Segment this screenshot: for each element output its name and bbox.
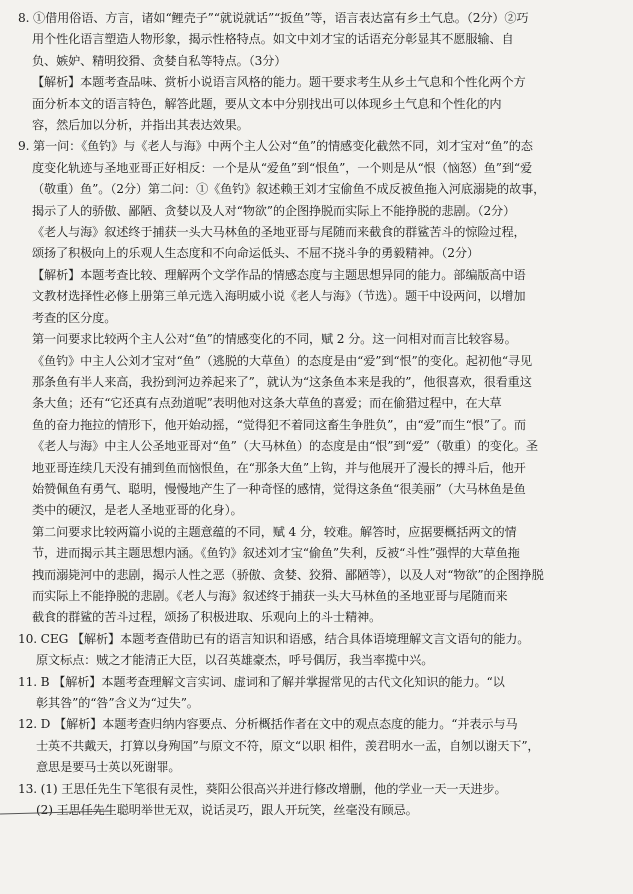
analysis-line: 容，然后加以分析，并指出其表达效果。 [32,118,249,133]
text-line: 13. (1) 王思任先生下笔很有灵性，葵阳公很高兴并进行修改增删，他的学业一天一天进步。 [18,781,507,796]
analysis-line: 那条鱼有半人来高，我扮到河边养起来了”，就认为“这条鱼本来是我的”，他很喜欢，很看重这 [32,374,532,389]
text-line: 意思是要马士英以死谢罪。 [36,760,181,775]
text-line: 揭示了人的骄傲、鄙陋、贪婪以及人对“物欲”的企图挣脱而实际上不能挣脱的悲剧。（2分） [32,203,516,218]
text-line: 度变化轨迹与圣地亚哥正好相反：一个是从“爱鱼”到“恨鱼”，一个则是从“恨（恼怒）鱼”到“爱 [32,160,532,175]
analysis-line: 类中的硬汉，是老人圣地亚哥的化身）。 [32,503,243,518]
answer-13 [18,779,619,822]
answer-8 [18,8,619,136]
text-line: 用个性化语言塑造人物形象，揭示性格特点。如文中刘才宝的话语充分彰显其不愿服输、自 [32,32,514,47]
answer-9 [18,136,619,628]
analysis-line: 【解析】本题考查品味、赏析小说语言风格的能力。题干要求考生从乡土气息和个性化两个方 [32,75,526,90]
analysis-line: 面分析本文的语言特色，解答此题，要从文本中分别找出可以体现乡土气息和个性化的内 [32,96,502,111]
text-line: 士英不共戴天，打算以身殉国”与原文不符，原文“以职 相件，羡君明水一盂，自刎以谢天下”， [36,738,540,753]
text-line: 11. B 【解析】本题考查理解文言实词、虚词和了解并掌握常见的古代文化知识的能力。“以 [18,674,505,689]
analysis-line: 【解析】本题考查比较、理解两个文学作品的情感态度与主题思想异同的能力。部编版高中语 [32,267,526,282]
analysis-line: 第二问要求比较两篇小说的主题意蕴的不同，赋 4 分，较难。解答时，应据要概括两文的情 [32,524,517,539]
analysis-line: 拽而溺毙河中的悲剧，揭示人性之恶（骄傲、贪婪、狡猾、鄙陋等），以及人对“物欲”的企图挣脱 [32,567,544,582]
text-line: 9. 第一问：《鱼钓》与《老人与海》中两个主人公对“鱼”的情感变化截然不同，刘才宝对“鱼”的态 [18,139,533,154]
answer-12 [18,714,619,778]
analysis-line: 《鱼钓》中主人公刘才宝对“鱼”（逃脱的大草鱼）的态度是由“爱”到“恨”的变化。起初他“寻见 [32,353,532,368]
text-line: 原文标点：贼之才能清正大臣，以召英雄豪杰，呼号偶厉，我当率揽中兴。 [36,653,434,668]
analysis-line: 始赞佩鱼有勇气、聪明，慢慢地产生了一种奇怪的感情，觉得这条鱼“很美丽”（大马林鱼是鱼 [32,481,526,496]
answer-10 [18,629,619,672]
analysis-line: 第一问要求比较两个主人公对“鱼”的情感变化的不同，赋 2 分。这一问相对而言比较容易。 [32,332,517,347]
analysis-line: 地亚哥连续几天没有捕到鱼而恼恨鱼，在“那条大鱼”上钩，并与他展开了漫长的搏斗后，他开 [32,460,526,475]
text-line: (2) 王思任先生聪明举世无双，说话灵巧，跟人开玩笑，丝毫没有顾忌。 [36,803,418,818]
text-line: 10. CEG 【解析】本题考查借助已有的语言知识和语感，结合具体语境理解文言文语句的能力。 [18,631,530,646]
text-line: 《老人与海》叙述终于捕获一头大马林鱼的圣地亚哥与尾随而来截食的群鲨苦斗的惊险过程， [32,225,526,240]
analysis-line: 条大鱼；还有“它还真有点劲道呢”表明他对这条大草鱼的喜爱；而在偷猎过程中，在大草 [32,396,502,411]
text-line: （敬重）鱼”。（2分）第二问：①《鱼钓》叙述赖王刘才宝偷鱼不成反被鱼拖入河底溺毙的故事， [32,182,546,197]
text-line: 彰其咎”的“咎”含义为“过失”。 [36,696,199,710]
text-line: 负、嫉妒、精明狡猾、贪婪自私等特点。（3分） [32,53,287,68]
analysis-line: 而实际上不能挣脱的悲剧。《老人与海》叙述终于捕获一头大马林鱼的圣地亚哥与尾随而来 [32,588,508,603]
analysis-line: 考查的区分度。 [32,310,117,325]
text-line: 8. ①借用俗语、方言，诸如“鲤壳子”“就说就话”“扳鱼”等，语言表达富有乡土气息。（2分）②巧 [18,11,529,25]
analysis-line: 节，进而揭示其主题思想内涵。《鱼钓》叙述刘才宝“偷鱼”失利，反被“斗性”强悍的大草鱼拖 [32,546,520,561]
analysis-line: 《老人与海》中主人公圣地亚哥对“鱼”（大马林鱼）的态度是由“恨”到“爱”（敬重）的变化。圣 [32,439,538,454]
analysis-line: 截食的群鲨的苦斗过程，颂扬了积极进取、乐观向上的斗士精神。 [32,610,382,625]
analysis-line: 鱼的奋力拖拉的情形下，他开始动摇，“觉得犯不着同这畜生争胜负”，由“爱”而生“恨”了。而 [32,417,526,432]
text-line: 12. D 【解析】本题考查归纳内容要点、分析概括作者在文中的观点态度的能力。“并表示与马 [18,717,518,732]
text-line: 颂扬了积极向上的乐观人生态度和不向命运低头、不屈不挠斗争的勇毅精神。（2分） [32,246,479,261]
answer-11 [18,672,619,715]
analysis-line: 文教材选择性必修上册第三单元选入海明威小说《老人与海》（节选）。题干中设两问，以增加 [32,289,526,304]
